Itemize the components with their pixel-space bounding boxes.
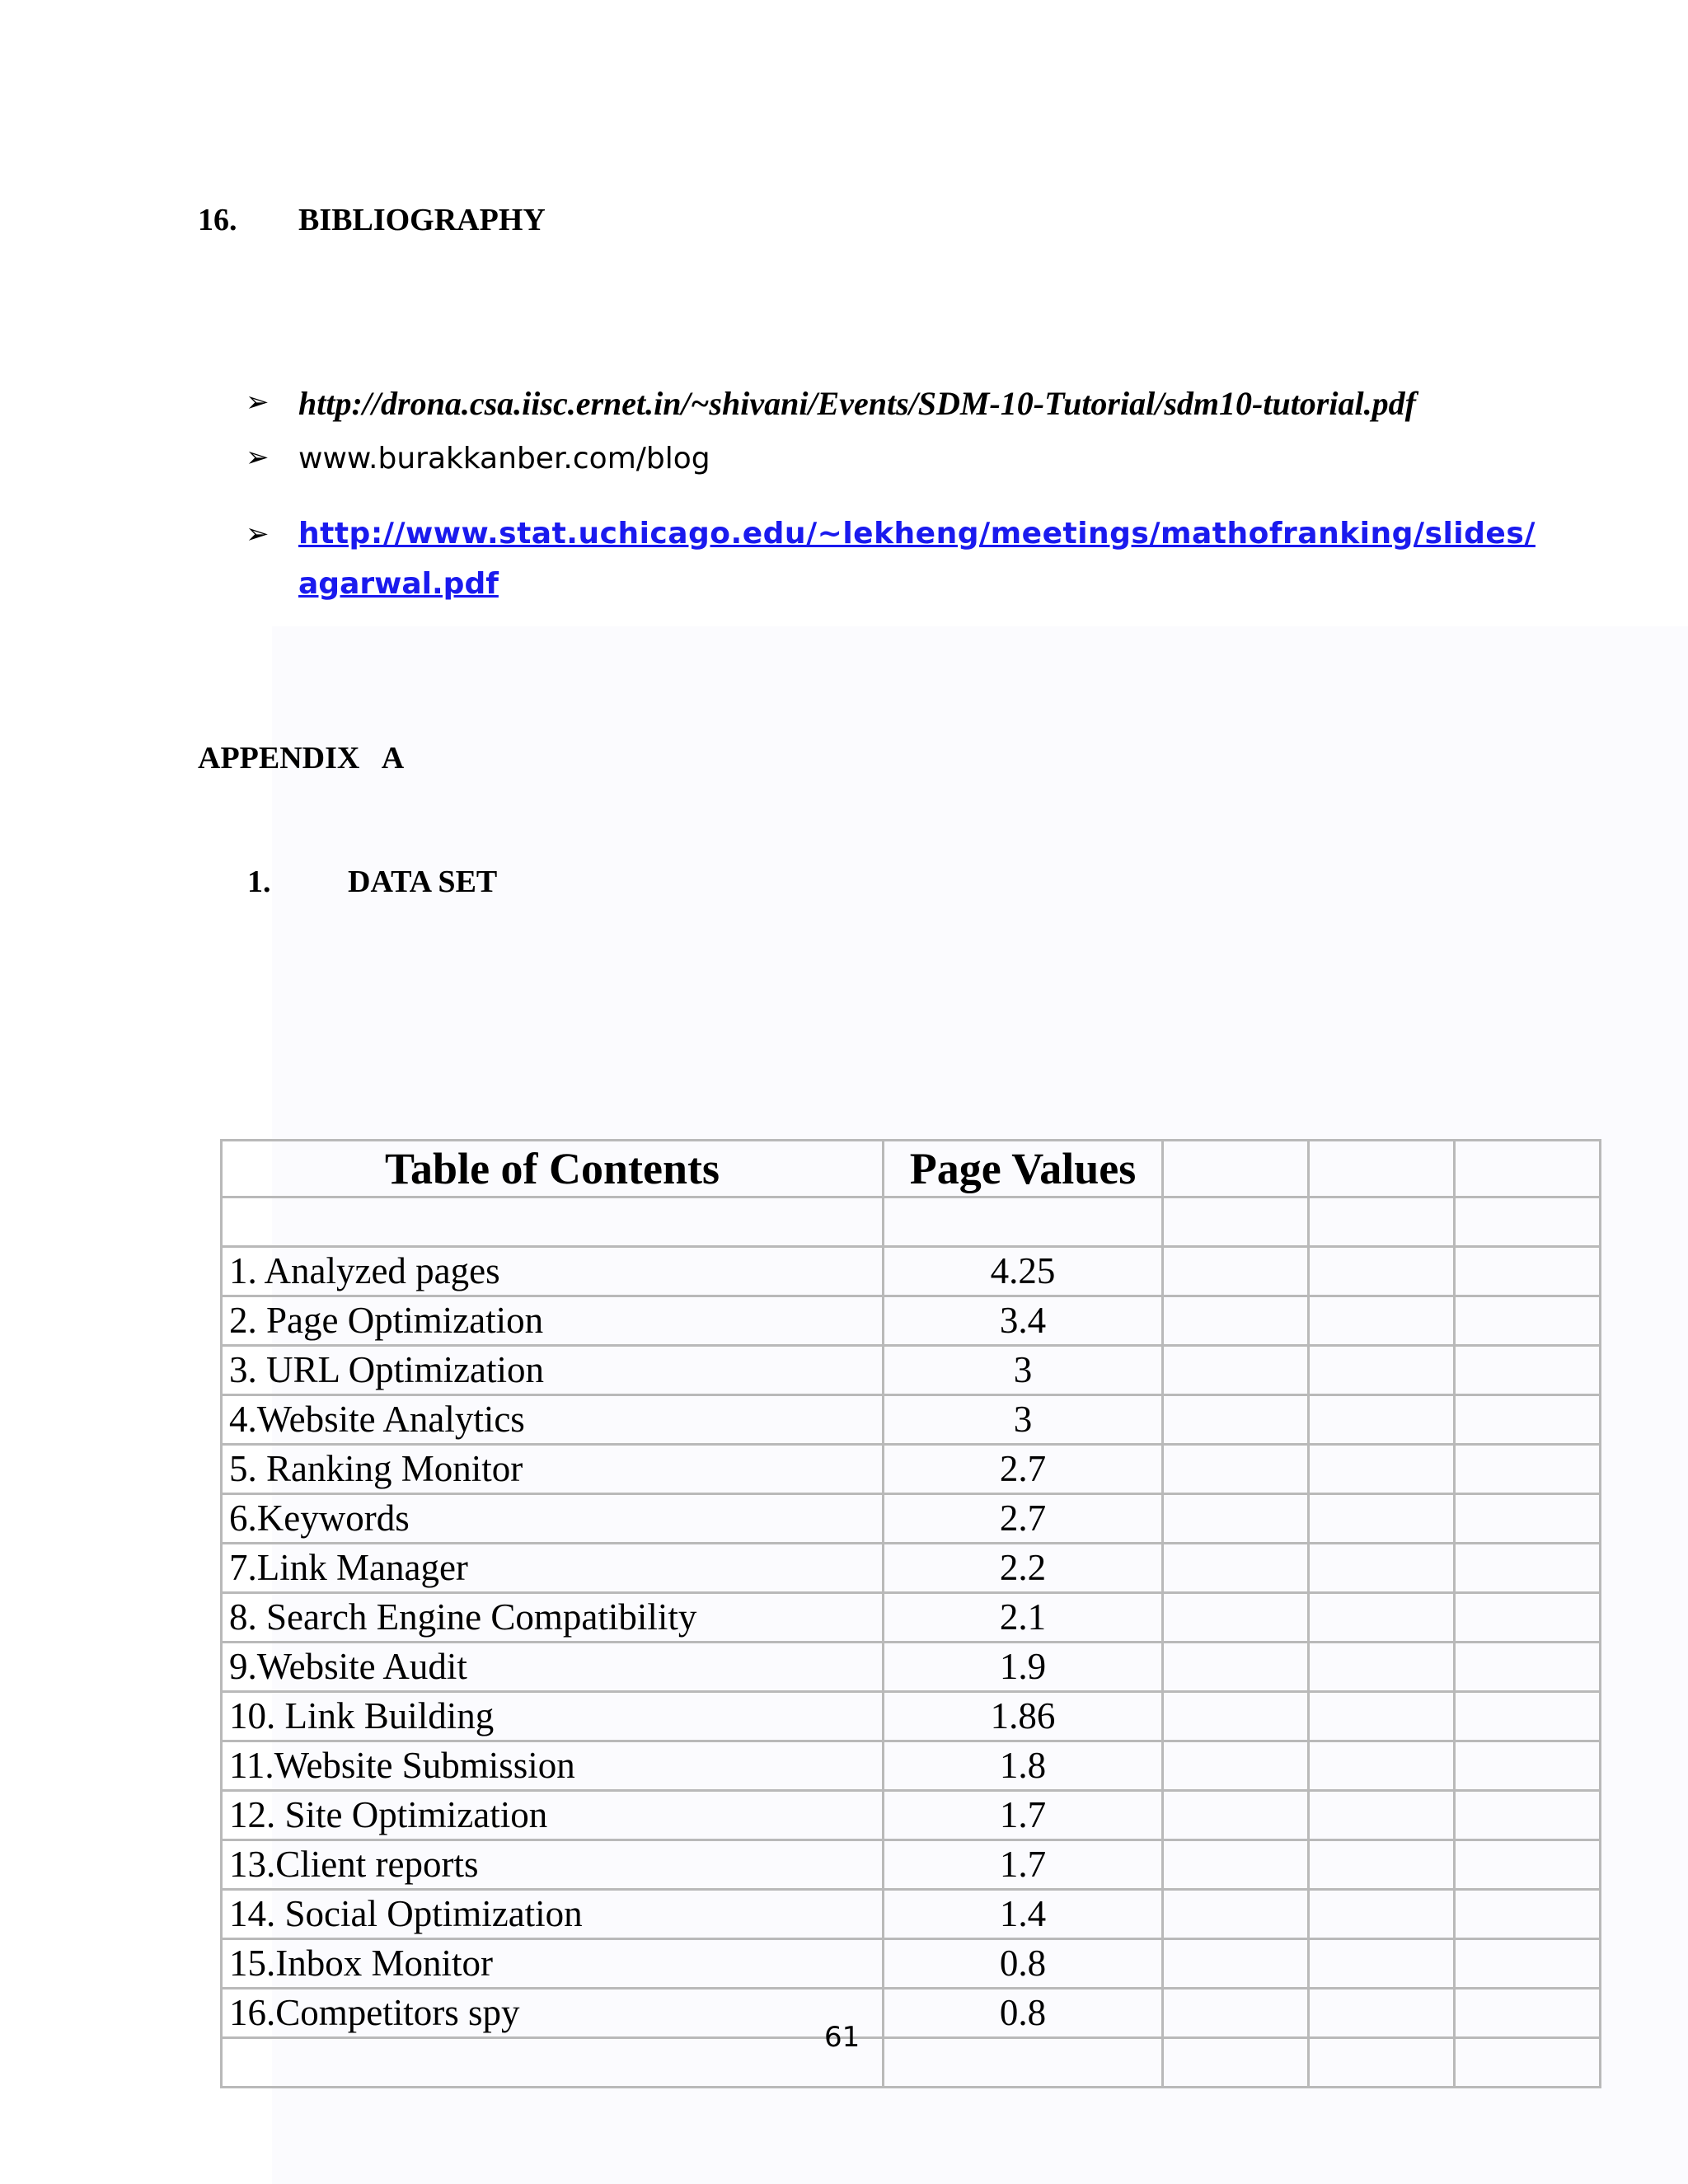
row-label: 12. Site Optimization xyxy=(222,1791,884,1840)
table-row xyxy=(222,1247,1601,1296)
empty-cell xyxy=(1309,1840,1455,1890)
empty-cell xyxy=(1455,1593,1601,1643)
row-label: 5. Ranking Monitor xyxy=(222,1445,884,1494)
empty-cell xyxy=(1163,1544,1309,1593)
empty-cell xyxy=(1163,1247,1309,1296)
table-row xyxy=(222,1692,1601,1741)
row-label: 7.Link Manager xyxy=(222,1544,884,1593)
row-label: 2. Page Optimization xyxy=(222,1296,884,1346)
empty-cell xyxy=(1309,1939,1455,1989)
row-value: 1.4 xyxy=(884,1890,1163,1939)
header-table-of-contents: Table of Contents xyxy=(222,1141,884,1197)
reference-burakkanber: www.burakkanber.com/blog xyxy=(298,442,710,476)
row-value: 0.8 xyxy=(884,1989,1163,2038)
row-value xyxy=(884,2038,1163,2088)
empty-cell xyxy=(1455,1494,1601,1544)
empty-cell xyxy=(1309,1494,1455,1544)
empty-cell xyxy=(1309,1346,1455,1395)
empty-cell xyxy=(1455,1544,1601,1593)
empty-cell xyxy=(1455,1939,1601,1989)
row-label: 3. URL Optimization xyxy=(222,1346,884,1395)
table-row xyxy=(222,1544,1601,1593)
table-row xyxy=(222,1197,1601,1247)
row-value: 1.7 xyxy=(884,1791,1163,1840)
reference-uchicago-link[interactable]: http://www.stat.uchicago.edu/~lekheng/meetings/mathofranking/slides/ xyxy=(298,517,1536,551)
row-label: 1. Analyzed pages xyxy=(222,1247,884,1296)
table-header-row xyxy=(222,1141,1601,1197)
empty-cell xyxy=(1309,1544,1455,1593)
row-label: 9.Website Audit xyxy=(222,1643,884,1692)
row-value: 2.1 xyxy=(884,1593,1163,1643)
bibliography-number: 16. xyxy=(198,203,237,237)
row-label: 13.Client reports xyxy=(222,1840,884,1890)
table-row xyxy=(222,1791,1601,1840)
empty-cell xyxy=(1309,1692,1455,1741)
empty-cell xyxy=(1163,1494,1309,1544)
table-row xyxy=(222,1989,1601,2038)
row-label: 6.Keywords xyxy=(222,1494,884,1544)
empty-cell xyxy=(1309,1445,1455,1494)
row-label xyxy=(222,2038,884,2088)
row-value: 1.7 xyxy=(884,1840,1163,1890)
header-page-values: Page Values xyxy=(884,1141,1163,1197)
data-set-table xyxy=(220,1139,1601,2088)
reference-drona: http://drona.csa.iisc.ernet.in/~shivani/Events/SDM-10-Tutorial/sdm10-tutorial.pdf xyxy=(298,385,1416,422)
table-row xyxy=(222,1296,1601,1346)
bullet-arrow-icon: ➢ xyxy=(246,518,270,551)
row-label: 15.Inbox Monitor xyxy=(222,1939,884,1989)
page-number: 61 xyxy=(824,2021,860,2054)
empty-cell xyxy=(1163,1890,1309,1939)
row-value: 1.8 xyxy=(884,1741,1163,1791)
empty-cell xyxy=(1163,1346,1309,1395)
row-value: 2.2 xyxy=(884,1544,1163,1593)
empty-cell xyxy=(1309,2038,1455,2088)
bullet-arrow-icon: ➢ xyxy=(246,386,270,419)
row-label: 16.Competitors spy xyxy=(222,1989,884,2038)
empty-cell xyxy=(1163,1395,1309,1445)
empty-cell xyxy=(1309,1791,1455,1840)
empty-cell xyxy=(1309,1395,1455,1445)
empty-cell xyxy=(1163,1840,1309,1890)
header-empty xyxy=(1309,1141,1455,1197)
empty-cell xyxy=(1309,1593,1455,1643)
row-label: 8. Search Engine Compatibility xyxy=(222,1593,884,1643)
table-row xyxy=(222,2038,1601,2088)
empty-cell xyxy=(1455,1643,1601,1692)
table-row xyxy=(222,1395,1601,1445)
row-value: 3 xyxy=(884,1346,1163,1395)
bibliography-title: BIBLIOGRAPHY xyxy=(298,203,546,237)
row-label: 14. Social Optimization xyxy=(222,1890,884,1939)
empty-cell xyxy=(1163,1643,1309,1692)
row-value: 1.9 xyxy=(884,1643,1163,1692)
empty-cell xyxy=(1455,1989,1601,2038)
header-empty xyxy=(1455,1141,1601,1197)
row-value: 2.7 xyxy=(884,1494,1163,1544)
empty-cell xyxy=(1163,1445,1309,1494)
empty-cell xyxy=(1309,1296,1455,1346)
empty-cell xyxy=(1163,1197,1309,1247)
bullet-arrow-icon: ➢ xyxy=(246,441,270,474)
empty-cell xyxy=(1309,1741,1455,1791)
empty-cell xyxy=(1309,1643,1455,1692)
empty-cell xyxy=(1163,1989,1309,2038)
table-row xyxy=(222,1890,1601,1939)
row-value: 3 xyxy=(884,1395,1163,1445)
empty-cell xyxy=(1455,1395,1601,1445)
row-label xyxy=(222,1197,884,1247)
table-row xyxy=(222,1346,1601,1395)
row-label: 4.Website Analytics xyxy=(222,1395,884,1445)
row-value: 4.25 xyxy=(884,1247,1163,1296)
appendix-title: APPENDIX A xyxy=(198,741,405,776)
empty-cell xyxy=(1309,1890,1455,1939)
row-label: 11.Website Submission xyxy=(222,1741,884,1791)
table-row xyxy=(222,1445,1601,1494)
empty-cell xyxy=(1455,2038,1601,2088)
empty-cell xyxy=(1455,1346,1601,1395)
table-row xyxy=(222,1494,1601,1544)
reference-uchicago-link-continued[interactable]: agarwal.pdf xyxy=(298,567,499,601)
row-value: 3.4 xyxy=(884,1296,1163,1346)
empty-cell xyxy=(1455,1840,1601,1890)
empty-cell xyxy=(1163,2038,1309,2088)
row-value: 2.7 xyxy=(884,1445,1163,1494)
header-empty xyxy=(1163,1141,1309,1197)
empty-cell xyxy=(1455,1791,1601,1840)
empty-cell xyxy=(1309,1247,1455,1296)
empty-cell xyxy=(1455,1692,1601,1741)
empty-cell xyxy=(1455,1247,1601,1296)
table-row xyxy=(222,1939,1601,1989)
empty-cell xyxy=(1455,1445,1601,1494)
empty-cell xyxy=(1455,1741,1601,1791)
table-row xyxy=(222,1593,1601,1643)
row-value xyxy=(884,1197,1163,1247)
table-row xyxy=(222,1840,1601,1890)
empty-cell xyxy=(1309,1197,1455,1247)
empty-cell xyxy=(1163,1791,1309,1840)
section-title: DATA SET xyxy=(348,865,498,899)
empty-cell xyxy=(1163,1593,1309,1643)
empty-cell xyxy=(1309,1989,1455,2038)
empty-cell xyxy=(1163,1692,1309,1741)
section-number: 1. xyxy=(247,865,271,899)
empty-cell xyxy=(1455,1296,1601,1346)
empty-cell xyxy=(1163,1741,1309,1791)
empty-cell xyxy=(1163,1939,1309,1989)
empty-cell xyxy=(1455,1890,1601,1939)
row-value: 0.8 xyxy=(884,1939,1163,1989)
empty-cell xyxy=(1455,1197,1601,1247)
table-row xyxy=(222,1741,1601,1791)
empty-cell xyxy=(1163,1296,1309,1346)
table-row xyxy=(222,1643,1601,1692)
row-value: 1.86 xyxy=(884,1692,1163,1741)
row-label: 10. Link Building xyxy=(222,1692,884,1741)
